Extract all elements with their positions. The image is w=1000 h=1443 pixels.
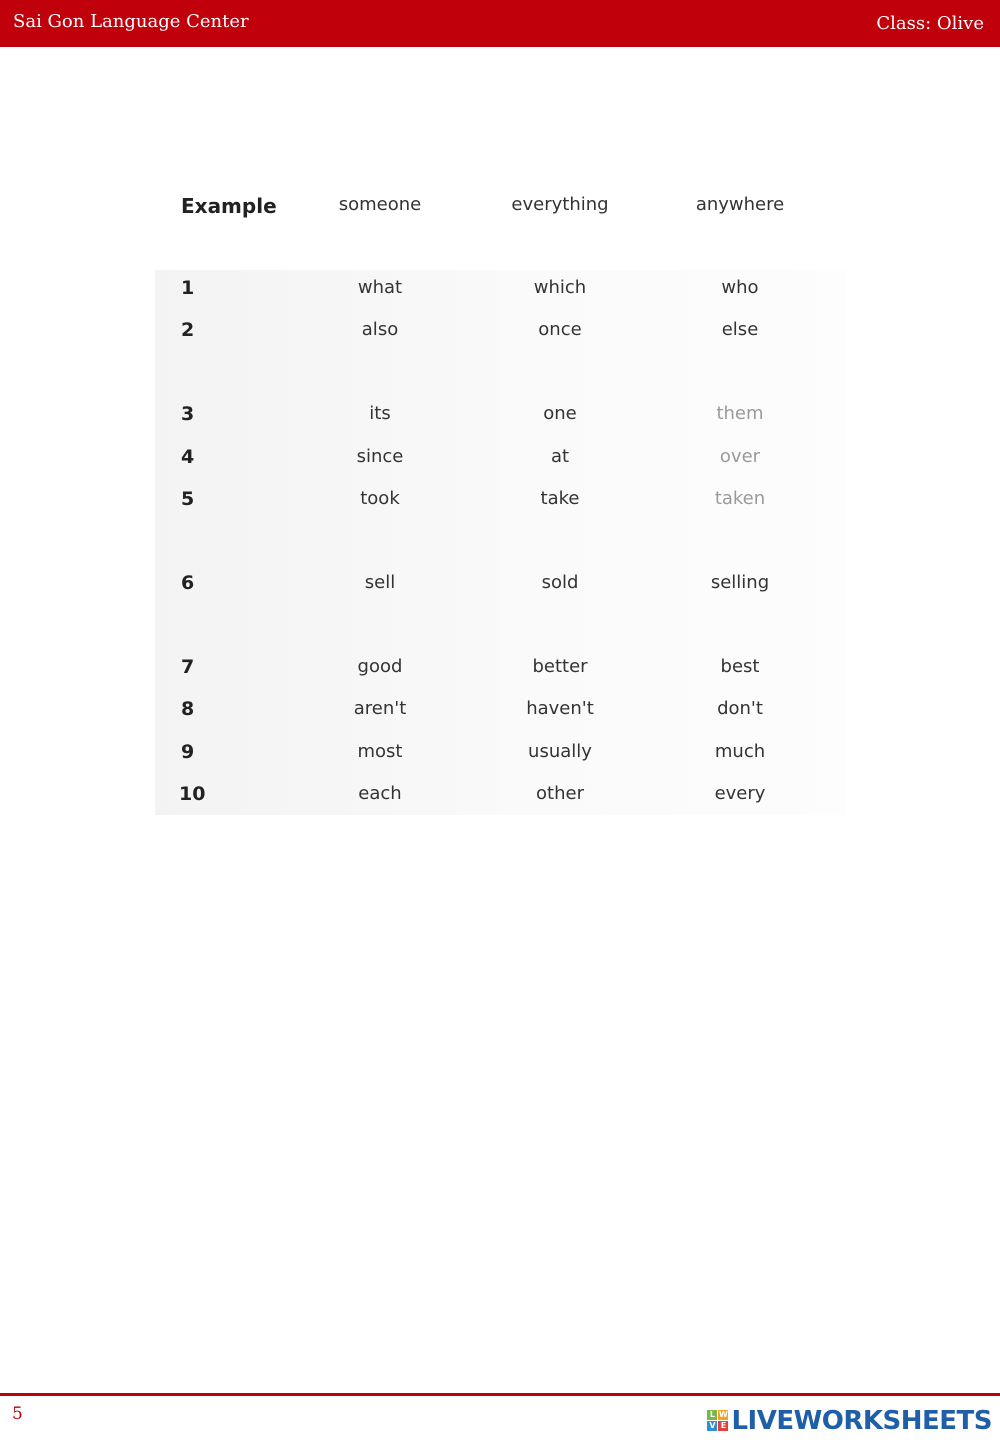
example-word-2: everything: [511, 194, 609, 215]
example-word-3: anywhere: [695, 194, 785, 215]
row-number: 2: [181, 319, 195, 341]
table-row: [155, 779, 845, 813]
table-row: [155, 315, 845, 349]
row-number: 3: [181, 403, 195, 425]
word-option: sell: [364, 572, 396, 593]
word-option: also: [361, 319, 399, 340]
word-option: every: [714, 783, 766, 804]
row-number: 6: [181, 572, 195, 594]
word-option: taken: [714, 488, 766, 509]
word-option: what: [357, 277, 403, 298]
page-header: [0, 0, 1000, 47]
word-option: else: [721, 319, 759, 340]
page-number: 5: [12, 1404, 23, 1424]
footer-divider: [0, 1393, 1000, 1396]
word-option: don't: [717, 698, 763, 719]
word-option: took: [360, 488, 400, 509]
word-option: most: [357, 741, 403, 762]
word-option: over: [719, 446, 761, 467]
word-option: which: [533, 277, 587, 298]
word-option: its: [369, 403, 391, 424]
word-option: selling: [710, 572, 770, 593]
word-option: one: [543, 403, 577, 424]
brand-text: LIVEWORKSHEETS: [731, 1406, 992, 1436]
table-row: [155, 484, 845, 518]
row-number: 8: [181, 698, 195, 720]
word-option: aren't: [353, 698, 407, 719]
word-table: [155, 170, 845, 820]
example-row: [155, 190, 845, 224]
word-option: usually: [528, 741, 592, 762]
school-name: Sai Gon Language Center: [13, 11, 249, 32]
row-number: 9: [181, 741, 195, 763]
table-row: [155, 399, 845, 433]
table-row: [155, 442, 845, 476]
word-option: much: [714, 741, 766, 762]
table-row: [155, 568, 845, 602]
row-number: 7: [181, 656, 195, 678]
row-number: 1: [181, 277, 195, 299]
word-option: better: [532, 656, 588, 677]
row-number: 4: [181, 446, 195, 468]
word-option: them: [716, 403, 764, 424]
row-number: 10: [179, 783, 206, 805]
word-option: other: [536, 783, 584, 804]
word-option: haven't: [526, 698, 594, 719]
word-option: take: [540, 488, 580, 509]
table-row: [155, 273, 845, 307]
word-option: once: [538, 319, 582, 340]
word-option: since: [356, 446, 404, 467]
class-name: Class: Olive: [876, 13, 984, 34]
liveworksheets-icon: L W V E: [709, 1410, 728, 1430]
brand-logo[interactable]: [707, 1406, 992, 1436]
word-option: sold: [541, 572, 579, 593]
word-option: at: [550, 446, 570, 467]
table-row: [155, 737, 845, 771]
row-number: 5: [181, 488, 195, 510]
table-row: [155, 694, 845, 728]
example-label: Example: [181, 194, 277, 218]
word-option: who: [721, 277, 759, 298]
example-word-1: someone: [338, 194, 422, 215]
word-option: best: [720, 656, 760, 677]
word-option: good: [357, 656, 403, 677]
table-background: [155, 270, 845, 815]
table-row: [155, 652, 845, 686]
word-option: each: [358, 783, 402, 804]
